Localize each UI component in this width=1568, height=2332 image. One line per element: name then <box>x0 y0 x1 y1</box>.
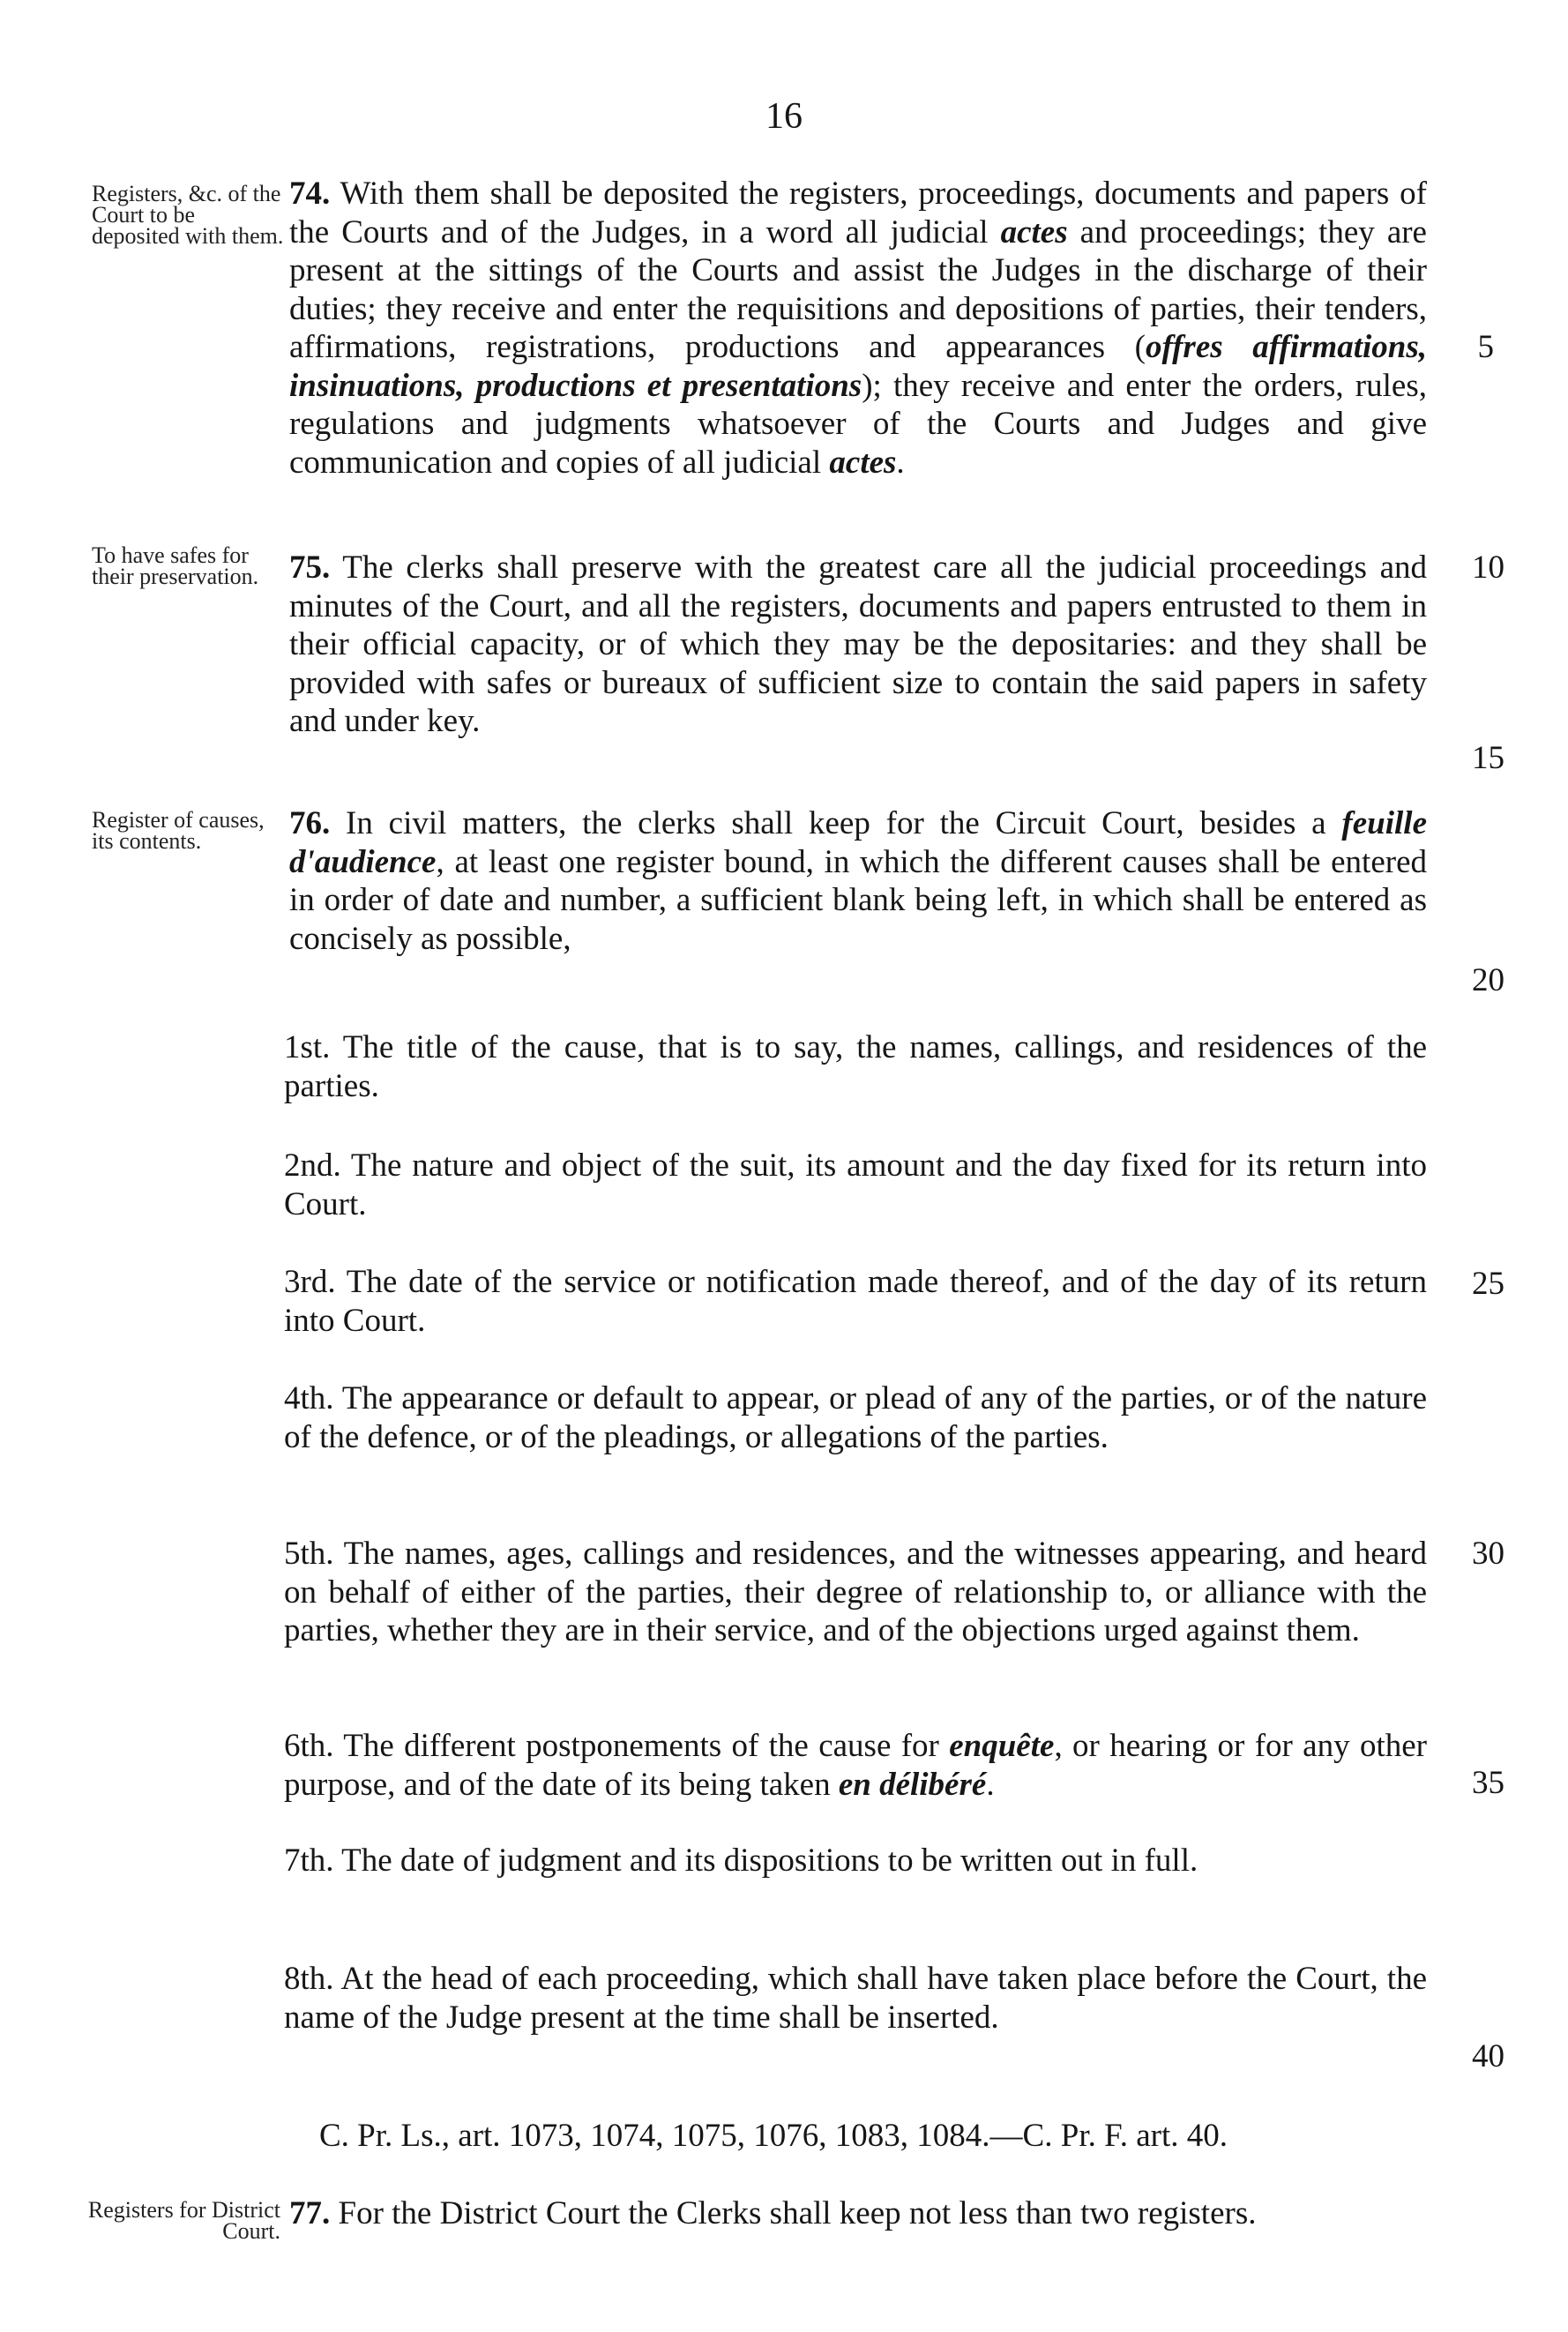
margin-note-76: Register of causes, its contents. <box>92 807 265 854</box>
section-text: , at least one register bound, in which the different causes shall be entered in order of date and number, a sufficient blank being left, in which shall be entered as concisely as possible, <box>289 843 1427 957</box>
section-number: 74. <box>289 176 331 212</box>
section-text: For the District Court the Clerks shall keep not less than two registers. <box>330 2195 1257 2231</box>
section-text: . <box>896 444 905 481</box>
line-number: 25 <box>1472 1266 1505 1302</box>
section-emphasis: actes <box>829 444 897 481</box>
section-number: 75. <box>289 549 331 586</box>
line-number: 20 <box>1472 962 1505 998</box>
section-77 <box>289 2194 1427 2233</box>
section-text: With them shall be deposited the registers, proceedings, documents and papers of the Courts and of the Judges, in a word all judicial <box>289 176 1427 250</box>
line-number: 30 <box>1472 1536 1505 1572</box>
list-item: 3rd. The date of the service or notification made thereof, and of the day of its return into Court. <box>284 1264 1427 1339</box>
section-76 <box>289 804 1427 958</box>
item-emphasis: enquête <box>949 1728 1055 1764</box>
line-number: 15 <box>1472 740 1505 776</box>
line-number: 35 <box>1472 1765 1505 1801</box>
margin-note-77: Registers for District Court. <box>87 2197 280 2244</box>
line-number: 10 <box>1472 549 1505 586</box>
list-item: 4th. The appearance or default to appear, or plead of any of the parties, or of the nature of the defence, or of the pleadings, or allegations of the parties. <box>284 1380 1427 1455</box>
margin-note-74: Registers, &c. of the Court to be deposited with them. <box>92 181 284 249</box>
section-number: 76. <box>289 805 331 841</box>
citation: C. Pr. Ls., art. 1073, 1074, 1075, 1076, 1083, 1084.—C. Pr. F. art. 40. <box>319 2118 1228 2154</box>
margin-note-75: To have safes for their preservation. <box>92 542 259 589</box>
list-item: 7th. The date of judgment and its dispositions to be written out in full. <box>284 1842 1198 1879</box>
line-number: 40 <box>1472 2038 1505 2074</box>
section-number: 77. <box>289 2195 331 2231</box>
section-emphasis: actes <box>1000 213 1068 250</box>
section-text: In civil matters, the clerks shall keep for the Circuit Court, besides a <box>330 805 1342 841</box>
section-75 <box>289 549 1427 741</box>
page-number: 16 <box>765 96 803 137</box>
section-74 <box>289 175 1427 482</box>
item-emphasis: en délibéré <box>838 1766 987 1803</box>
section-text: and proceedings; they are present at the sittings of the Courts and assist the Judges in the discharge of their duties; they receive and enter the requisitions and depositions of parties, their tenders, affirmations, registrations, productions and appearances ( <box>289 213 1427 365</box>
list-item: 8th. At the head of each proceeding, which shall have taken place before the Court, the name of the Judge present at the time shall be inserted. <box>284 1961 1427 2036</box>
section-emphasis: offres affirmations, insinuations, productions et presentations <box>289 329 1428 404</box>
item-text: . <box>986 1766 995 1803</box>
item-text: , or hearing or for any other purpose, and of the date of its being taken <box>284 1728 1427 1803</box>
item-text: 6th. The different postponements of the cause for <box>284 1728 950 1764</box>
section-text: ); they receive and enter the orders, rules, regulations and judgments whatsoever of the Courts and Judges and give communication and copies of all judicial <box>289 367 1427 481</box>
list-item: 5th. The names, ages, callings and residences, and the witnesses appearing, and heard on behalf of either of the parties, their degree of relationship to, or alliance with the parties, whether they are in their service, and of the objections urged against them. <box>284 1536 1427 1648</box>
list-item: 1st. The title of the cause, that is to say, the names, callings, and residences of the parties. <box>284 1029 1427 1104</box>
section-text: The clerks shall preserve with the greatest care all the judicial proceedings and minutes of the Court, and all the registers, documents and papers entrusted to them in their official capacity, or of which they may be the depositaries: and they shall be provided with safes or bureaux of sufficient size to contain the said papers in safety and under key. <box>289 549 1427 739</box>
list-item: 2nd. The nature and object of the suit, its amount and the day fixed for its return into Court. <box>284 1147 1427 1222</box>
section-emphasis: feuille d'audience <box>289 805 1427 880</box>
list-item <box>284 1727 1427 1804</box>
line-number: 5 <box>1477 329 1494 365</box>
